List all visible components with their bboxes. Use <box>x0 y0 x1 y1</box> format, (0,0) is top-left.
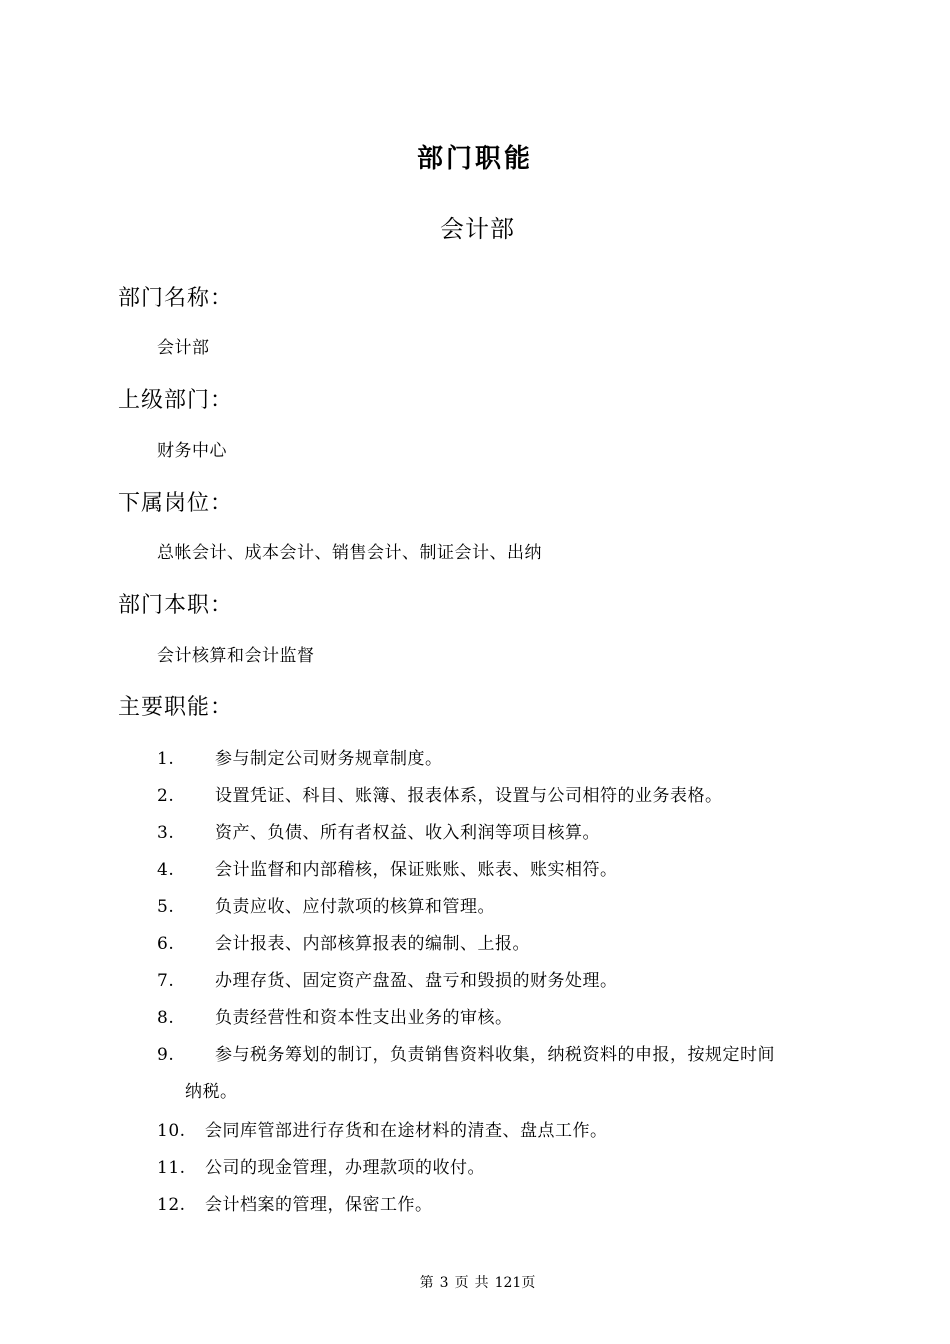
list-item <box>157 1116 608 1141</box>
list-item-number: 2. <box>157 786 175 806</box>
section-heading-responsibility: 部门本职： <box>118 593 234 618</box>
document-title: 部门职能 <box>416 144 533 174</box>
list-item-text: 设置凭证、科目、账簿、报表体系，设置与公司相符的业务表格。 <box>215 786 723 806</box>
section-content-dept-name: 会计部 <box>157 338 210 358</box>
list-item-number: 4. <box>157 860 175 880</box>
list-item-text: 会同库管部进行存货和在途材料的清查、盘点工作。 <box>205 1121 608 1141</box>
list-item <box>157 1003 513 1028</box>
list-item <box>157 744 443 769</box>
section-content-sub-positions: 总帐会计、成本会计、销售会计、制证会计、出纳 <box>157 543 542 563</box>
list-item-number: 1. <box>157 749 175 769</box>
list-item-number: 11. <box>157 1158 186 1178</box>
footer-total-unit: 页 <box>521 1275 536 1291</box>
document-subtitle: 会计部 <box>440 215 515 243</box>
list-item <box>157 818 600 843</box>
list-item <box>157 781 723 806</box>
section-heading-functions: 主要职能： <box>118 695 234 720</box>
list-item-number: 7. <box>157 971 175 991</box>
footer-page-unit: 页 <box>454 1275 469 1291</box>
list-item-text: 资产、负债、所有者权益、收入利润等项目核算。 <box>215 823 600 843</box>
list-item-text: 会计报表、内部核算报表的编制、上报。 <box>215 934 530 954</box>
list-item <box>157 966 618 991</box>
list-item-text: 公司的现金管理，办理款项的收付。 <box>205 1158 485 1178</box>
list-item-number: 10. <box>157 1121 186 1141</box>
list-item-continuation: 纳税。 <box>185 1082 238 1102</box>
list-item-number: 6. <box>157 934 175 954</box>
list-item-number: 5. <box>157 897 175 917</box>
footer-prefix: 第 <box>419 1275 434 1291</box>
list-item <box>157 855 618 880</box>
list-item-text: 负责经营性和资本性支出业务的审核。 <box>215 1008 513 1028</box>
list-item <box>157 892 495 917</box>
section-heading-sub-positions: 下属岗位： <box>118 491 234 516</box>
list-item-number: 3. <box>157 823 175 843</box>
list-item <box>157 1190 433 1215</box>
list-item <box>157 929 530 954</box>
list-item <box>157 1040 775 1065</box>
list-item-text: 会计档案的管理，保密工作。 <box>205 1195 433 1215</box>
list-item-text: 会计监督和内部稽核，保证账账、账表、账实相符。 <box>215 860 618 880</box>
list-item-text: 参与制定公司财务规章制度。 <box>215 749 443 769</box>
footer-total-pages: 121 <box>494 1275 522 1291</box>
list-item-text: 负责应收、应付款项的核算和管理。 <box>215 897 495 917</box>
page-footer <box>0 1272 950 1292</box>
section-heading-parent-dept: 上级部门： <box>118 388 234 413</box>
footer-page-number: 3 <box>439 1275 449 1291</box>
section-content-responsibility: 会计核算和会计监督 <box>157 646 315 666</box>
list-item-number: 12. <box>157 1195 186 1215</box>
section-content-parent-dept: 财务中心 <box>157 441 227 461</box>
list-item-text: 办理存货、固定资产盘盈、盘亏和毁损的财务处理。 <box>215 971 618 991</box>
footer-total-prefix: 共 <box>474 1275 489 1291</box>
list-item-number: 9. <box>157 1045 175 1065</box>
list-item-number: 8. <box>157 1008 175 1028</box>
section-heading-dept-name: 部门名称： <box>118 286 234 311</box>
list-item <box>157 1153 485 1178</box>
list-item-text: 参与税务筹划的制订，负责销售资料收集，纳税资料的申报，按规定时间 <box>215 1045 775 1065</box>
